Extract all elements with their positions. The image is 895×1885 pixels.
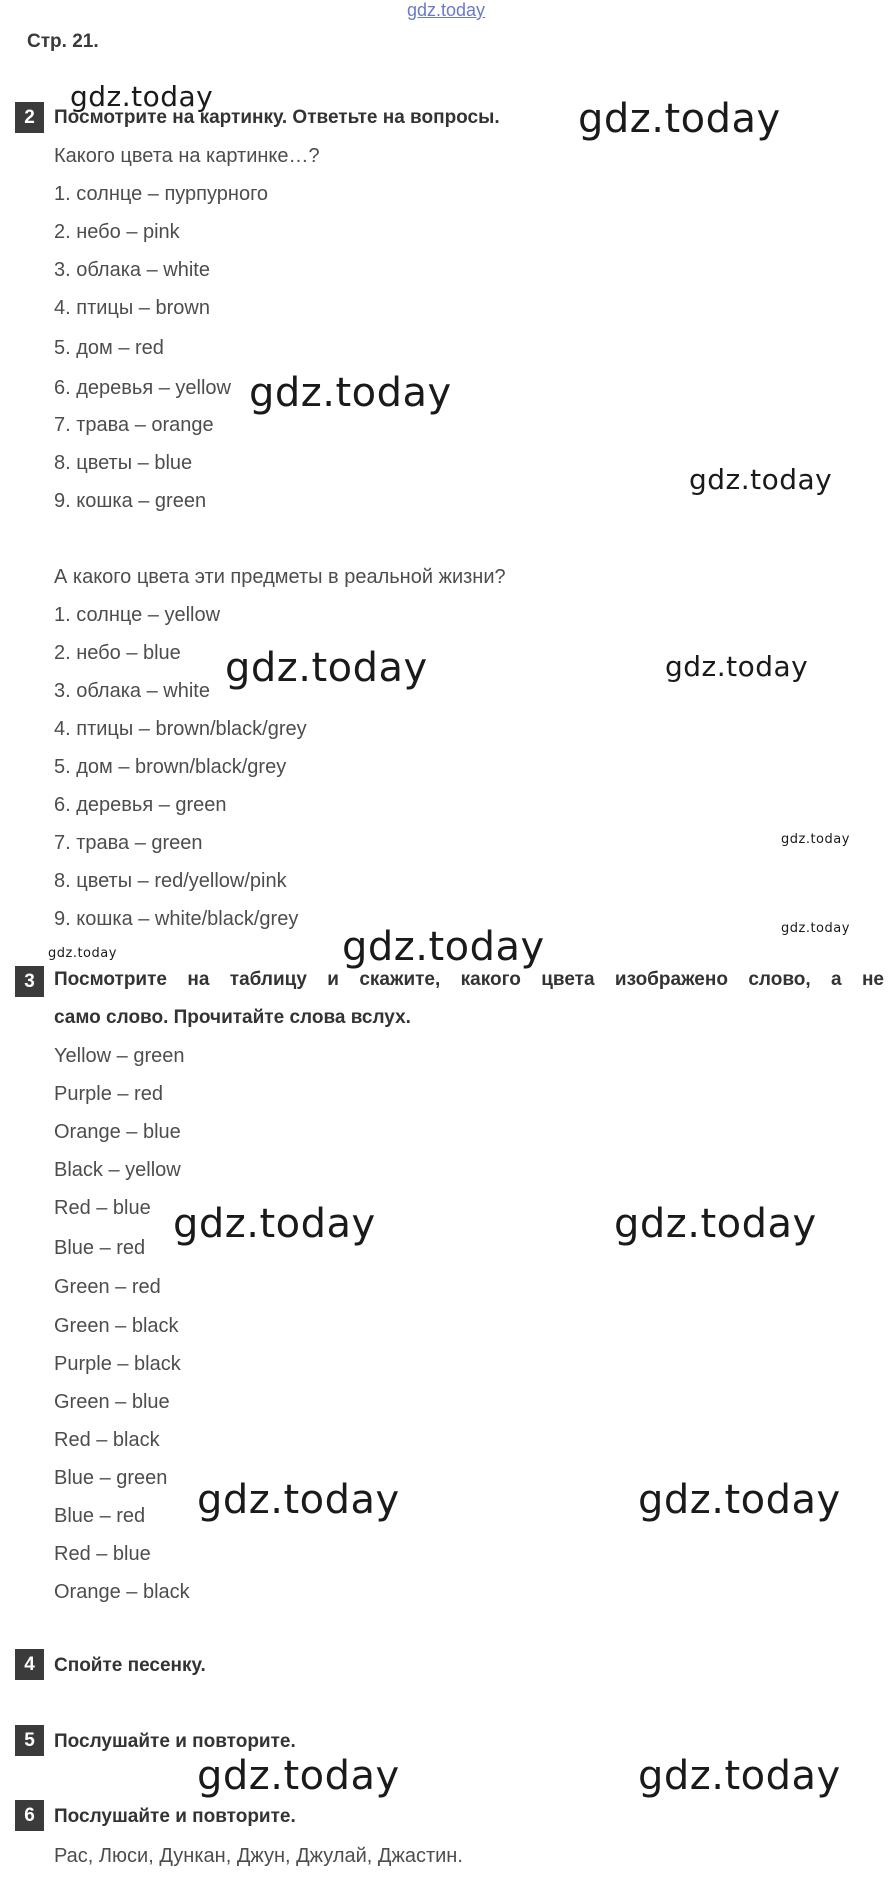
task-2-answer-2-4: 4. птицы – brown/black/grey [54, 718, 307, 740]
task-4-title: Спойте песенку. [54, 1655, 206, 1676]
watermark: gdz.today [70, 80, 214, 113]
task-4-badge: 4 [15, 1649, 44, 1680]
task-2-answer-1-4: 4. птицы – brown [54, 297, 210, 319]
task-3-pair-7: Green – red [54, 1276, 161, 1298]
task-5-badge: 5 [15, 1725, 44, 1756]
task-2-answer-1-5: 5. дом – red [54, 337, 164, 359]
watermark: gdz.today [638, 1477, 841, 1523]
task-2-answer-1-2: 2. небо – pink [54, 221, 180, 243]
task-2-answer-1-6: 6. деревья – yellow [54, 377, 231, 399]
task-2-answer-2-3: 3. облака – white [54, 680, 210, 702]
task-2-question-2: А какого цвета эти предметы в реальной жизни? [54, 566, 506, 588]
task-2-answer-2-8: 8. цветы – red/yellow/pink [54, 870, 287, 892]
task-2-title: Посмотрите на картинку. Ответьте на вопросы. [54, 107, 500, 128]
task-3-pair-6: Blue – red [54, 1237, 146, 1259]
task-2-answer-2-2: 2. небо – blue [54, 642, 181, 664]
task-3-pair-11: Red – black [54, 1429, 160, 1451]
task-3-pair-3: Orange – blue [54, 1121, 181, 1143]
task-3-pair-2: Purple – red [54, 1083, 163, 1105]
task-2-answer-2-7: 7. трава – green [54, 832, 203, 854]
task-6-text: Рас, Люси, Дункан, Джун, Джулай, Джастин. [54, 1845, 463, 1867]
task-2-answer-1-1: 1. солнце – пурпурного [54, 183, 269, 205]
task-3-pair-10: Green – blue [54, 1391, 170, 1413]
task-3-pair-9: Purple – black [54, 1353, 181, 1375]
task-2-answer-2-6: 6. деревья – green [54, 794, 227, 816]
task-2-answer-2-1: 1. солнце – yellow [54, 604, 221, 626]
watermark: gdz.today [173, 1201, 376, 1247]
watermark: gdz.today [638, 1753, 841, 1799]
watermark: gdz.today [342, 924, 545, 970]
watermark: gdz.today [578, 96, 781, 142]
task-3-pair-4: Black – yellow [54, 1159, 181, 1181]
watermark: gdz.today [689, 463, 833, 496]
watermark: gdz.today [197, 1753, 400, 1799]
watermark: gdz.today [225, 645, 428, 691]
watermark: gdz.today [48, 946, 117, 961]
task-6-badge: 6 [15, 1800, 44, 1831]
watermark: gdz.today [781, 921, 850, 936]
task-2-answer-1-7: 7. трава – orange [54, 414, 214, 436]
task-2-question-1: Какого цвета на картинке…? [54, 145, 320, 167]
task-2-badge: 2 [15, 102, 44, 133]
task-3-pair-14: Red – blue [54, 1543, 151, 1565]
task-3-pair-5: Red – blue [54, 1197, 151, 1219]
task-3-badge: 3 [15, 966, 44, 997]
task-2-answer-2-5: 5. дом – brown/black/grey [54, 756, 287, 778]
watermark: gdz.today [197, 1477, 400, 1523]
task-3-pair-8: Green – black [54, 1315, 179, 1337]
task-3-pair-13: Blue – red [54, 1505, 146, 1527]
task-3-pair-12: Blue – green [54, 1467, 168, 1489]
task-3-title-line-2: само слово. Прочитайте слова вслух. [54, 1007, 411, 1028]
task-3-pair-15: Orange – black [54, 1581, 190, 1603]
task-2-answer-2-9: 9. кошка – white/black/grey [54, 908, 299, 930]
task-5-title: Послушайте и повторите. [54, 1731, 296, 1752]
watermark: gdz.today [665, 650, 809, 683]
task-6-title: Послушайте и повторите. [54, 1806, 296, 1827]
task-2-answer-1-8: 8. цветы – blue [54, 452, 193, 474]
watermark: gdz.today [614, 1201, 817, 1247]
watermark: gdz.today [249, 370, 452, 416]
watermark-top: gdz.today [407, 0, 486, 20]
task-2-answer-1-3: 3. облака – white [54, 259, 210, 281]
task-3-title-line-1: Посмотрите на таблицу и скажите, какого цвета изображено слово, а не [54, 969, 884, 990]
task-2-answer-1-9: 9. кошка – green [54, 490, 207, 512]
page-number: Стр. 21. [27, 31, 99, 52]
watermark: gdz.today [781, 832, 850, 847]
task-3-pair-1: Yellow – green [54, 1045, 185, 1067]
